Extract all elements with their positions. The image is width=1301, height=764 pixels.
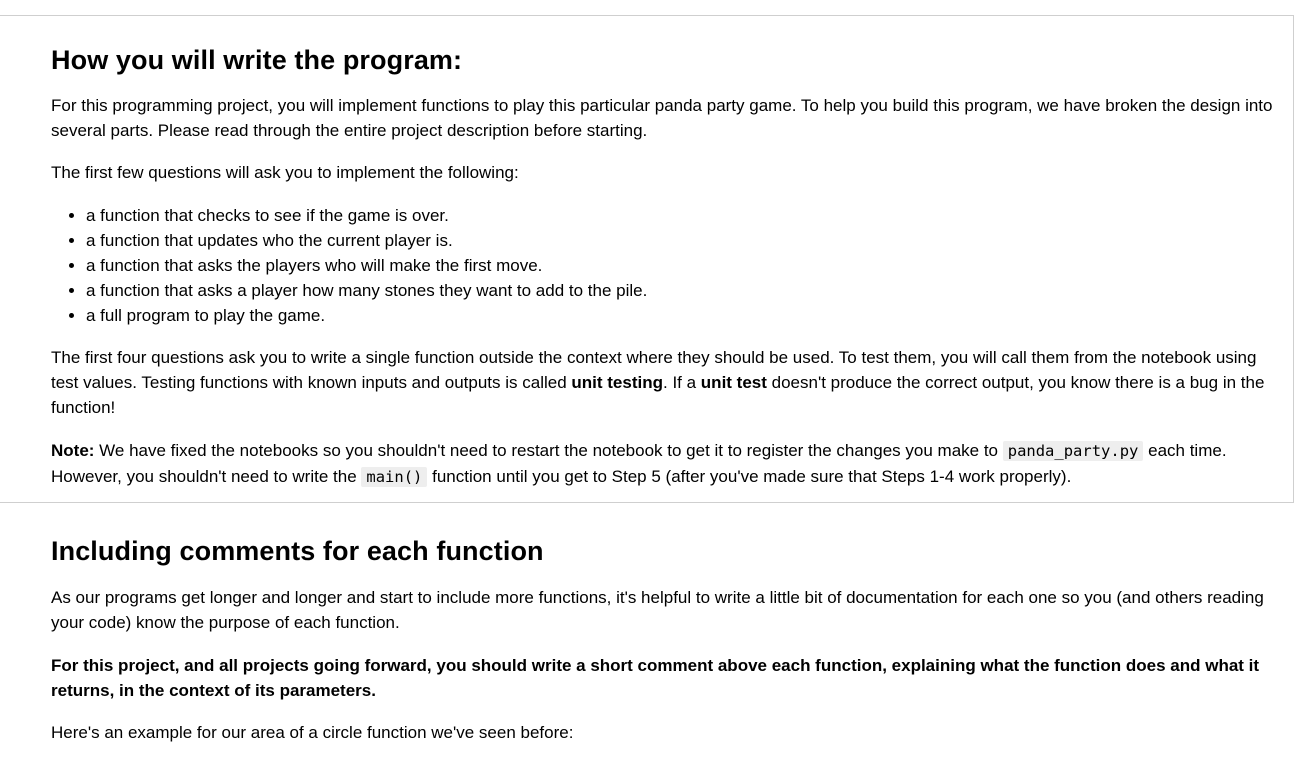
example-lead-paragraph: Here's an example for our area of a circle function we've seen before: [51, 723, 574, 742]
note-label: Note: [51, 441, 95, 460]
note-text-3: function until you get to Step 5 (after you've made sure that Steps 1-4 work properly). [427, 467, 1072, 486]
requirements-list [51, 203, 1286, 328]
section-heading: How you will write the program: [51, 45, 463, 75]
unit-text-3: doesn't produce the correct output, you know there is a bug in the function! [51, 373, 1265, 417]
unit-testing-term: unit testing [571, 373, 663, 392]
note-text-1: We have fixed the notebooks so you shouldn't need to restart the notebook to get it to register the changes you make to [94, 441, 1003, 460]
section-heading: Including comments for each function [51, 536, 544, 566]
requirement-paragraph: For this project, and all projects going forward, you should write a short comment above each function, explaining what the function does and what it returns, in the context of its parameters. [51, 656, 1260, 700]
comments-intro-paragraph: As our programs get longer and longer and start to include more functions, it's helpful to write a little bit of documentation for each one so you (and others reading your code) know the purpose of each function. [51, 588, 1264, 632]
list-item: • a full program to play the game. [86, 303, 1286, 328]
note-text-2: each time. However, you shouldn't need to write the [51, 441, 1227, 486]
filename-code: panda_party.py [1003, 441, 1144, 461]
list-item: • a function that asks a player how many stones they want to add to the pile. [86, 278, 1286, 303]
unit-text-1: The first four questions ask you to write a single function outside the context where they should be used. To test them, you will call them from the notebook using test values. Testing functions with known inputs and outputs is called [51, 348, 1257, 392]
main-function-code: main() [361, 467, 427, 487]
list-item: • a function that checks to see if the game is over. [86, 203, 1286, 228]
unit-test-term: unit test [700, 373, 767, 392]
list-lead-paragraph: The first few questions will ask you to implement the following: [51, 163, 519, 182]
markdown-cell-comments[interactable] [51, 535, 1286, 745]
unit-text-2: . If a [663, 373, 701, 392]
unit-testing-paragraph [51, 345, 1286, 420]
intro-paragraph: For this programming project, you will implement functions to play this particular panda party game. To help you build this program, we have broken the design into several parts. Please read through the entire project description before starting. [51, 96, 1273, 140]
list-item: • a function that updates who the current player is. [86, 228, 1286, 253]
list-item: • a function that asks the players who will make the first move. [86, 253, 1286, 278]
note-paragraph [51, 438, 1286, 490]
markdown-cell-program[interactable] [51, 44, 1286, 490]
